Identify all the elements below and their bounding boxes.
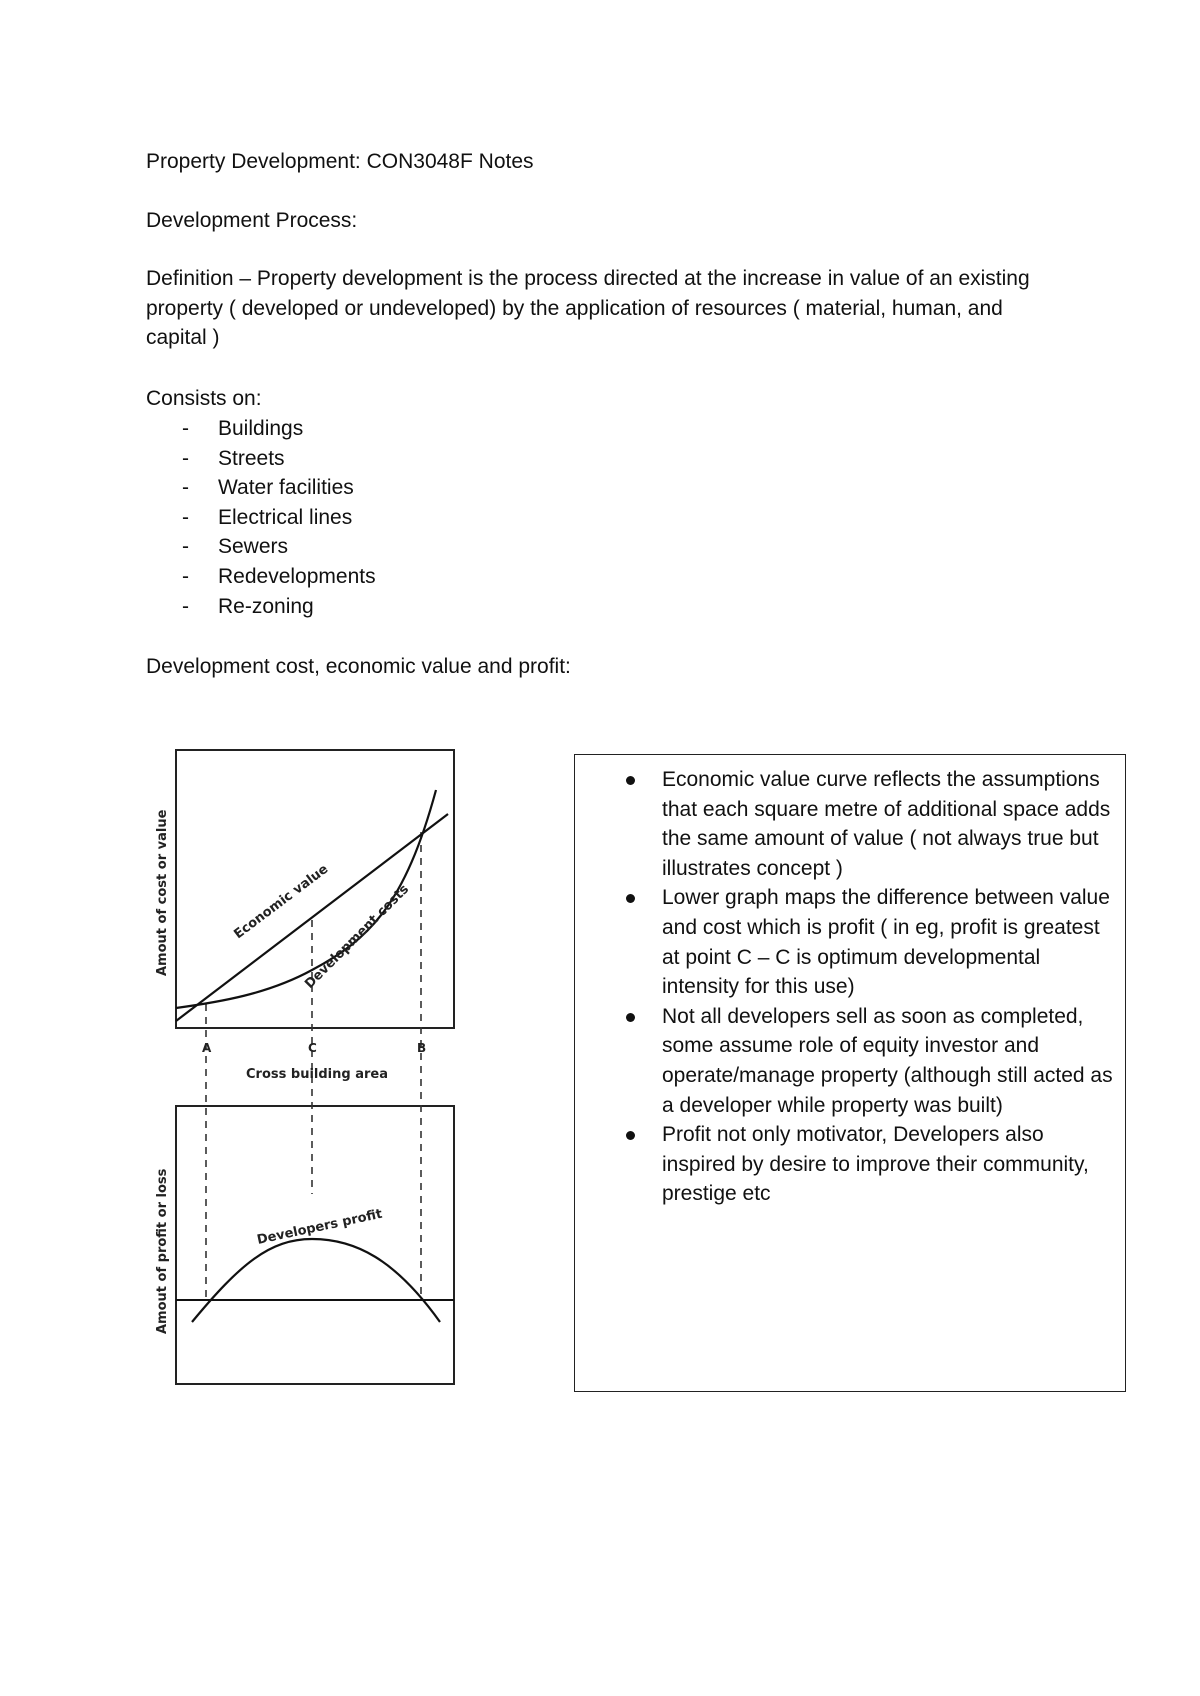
list-item: - Water facilities bbox=[182, 476, 354, 500]
notes-list bbox=[622, 765, 1117, 1209]
figure-heading: Development cost, economic value and profit: bbox=[146, 655, 571, 678]
lower-graph-frame bbox=[176, 1106, 454, 1384]
developers-profit-curve bbox=[192, 1239, 440, 1322]
developers-profit-label: Developers profit bbox=[255, 1206, 384, 1248]
lower-y-axis-label: Amout of profit or loss bbox=[155, 1168, 170, 1334]
list-item: - Electrical lines bbox=[182, 505, 353, 529]
list-item: Economic value curve reflects the assumptions that each square metre of additional space adds the same amount of value ( not always true but illustrates concept ) bbox=[622, 765, 1117, 883]
point-c-label: C bbox=[308, 1041, 317, 1055]
point-a-label: A bbox=[202, 1041, 212, 1055]
bullet-icon bbox=[626, 894, 635, 903]
x-axis-label: Cross building area bbox=[246, 1067, 388, 1082]
development-profit-diagram bbox=[150, 744, 480, 1394]
point-b-label: B bbox=[417, 1041, 427, 1055]
list-item: - Sewers bbox=[182, 535, 289, 559]
consists-heading: Consists on: bbox=[146, 387, 262, 410]
consists-list bbox=[180, 414, 376, 621]
list-item: - Re-zoning bbox=[182, 594, 314, 618]
list-item: Profit not only motivator, Developers also inspired by desire to improve their community, prestige etc bbox=[622, 1120, 1117, 1209]
economic-value-label: Economic value bbox=[231, 861, 332, 943]
development-costs-label: Development costs bbox=[302, 882, 413, 992]
definition-paragraph: Definition – Property development is the process directed at the increase in value of an existing property ( developed or undeveloped) by the application of resources ( material, human, and capital ) bbox=[146, 267, 1030, 349]
upper-y-axis-label: Amout of cost or value bbox=[155, 809, 170, 976]
list-item: - Streets bbox=[182, 446, 285, 470]
list-item: Not all developers sell as soon as completed, some assume role of equity investor and operate/manage property (although still acted as a developer while property was built) bbox=[622, 1002, 1117, 1120]
list-item: - Buildings bbox=[182, 417, 304, 440]
list-item: Lower graph maps the difference between value and cost which is profit ( in eg, profit is greatest at point C – C is optimum developmental intensity for this use) bbox=[622, 883, 1117, 1001]
document-title: Property Development: CON3048F Notes bbox=[146, 150, 534, 173]
section-heading: Development Process: bbox=[146, 209, 358, 232]
bullet-icon bbox=[626, 776, 635, 785]
bullet-icon bbox=[626, 1013, 635, 1022]
bullet-icon bbox=[626, 1131, 635, 1140]
list-item: - Redevelopments bbox=[182, 564, 376, 588]
